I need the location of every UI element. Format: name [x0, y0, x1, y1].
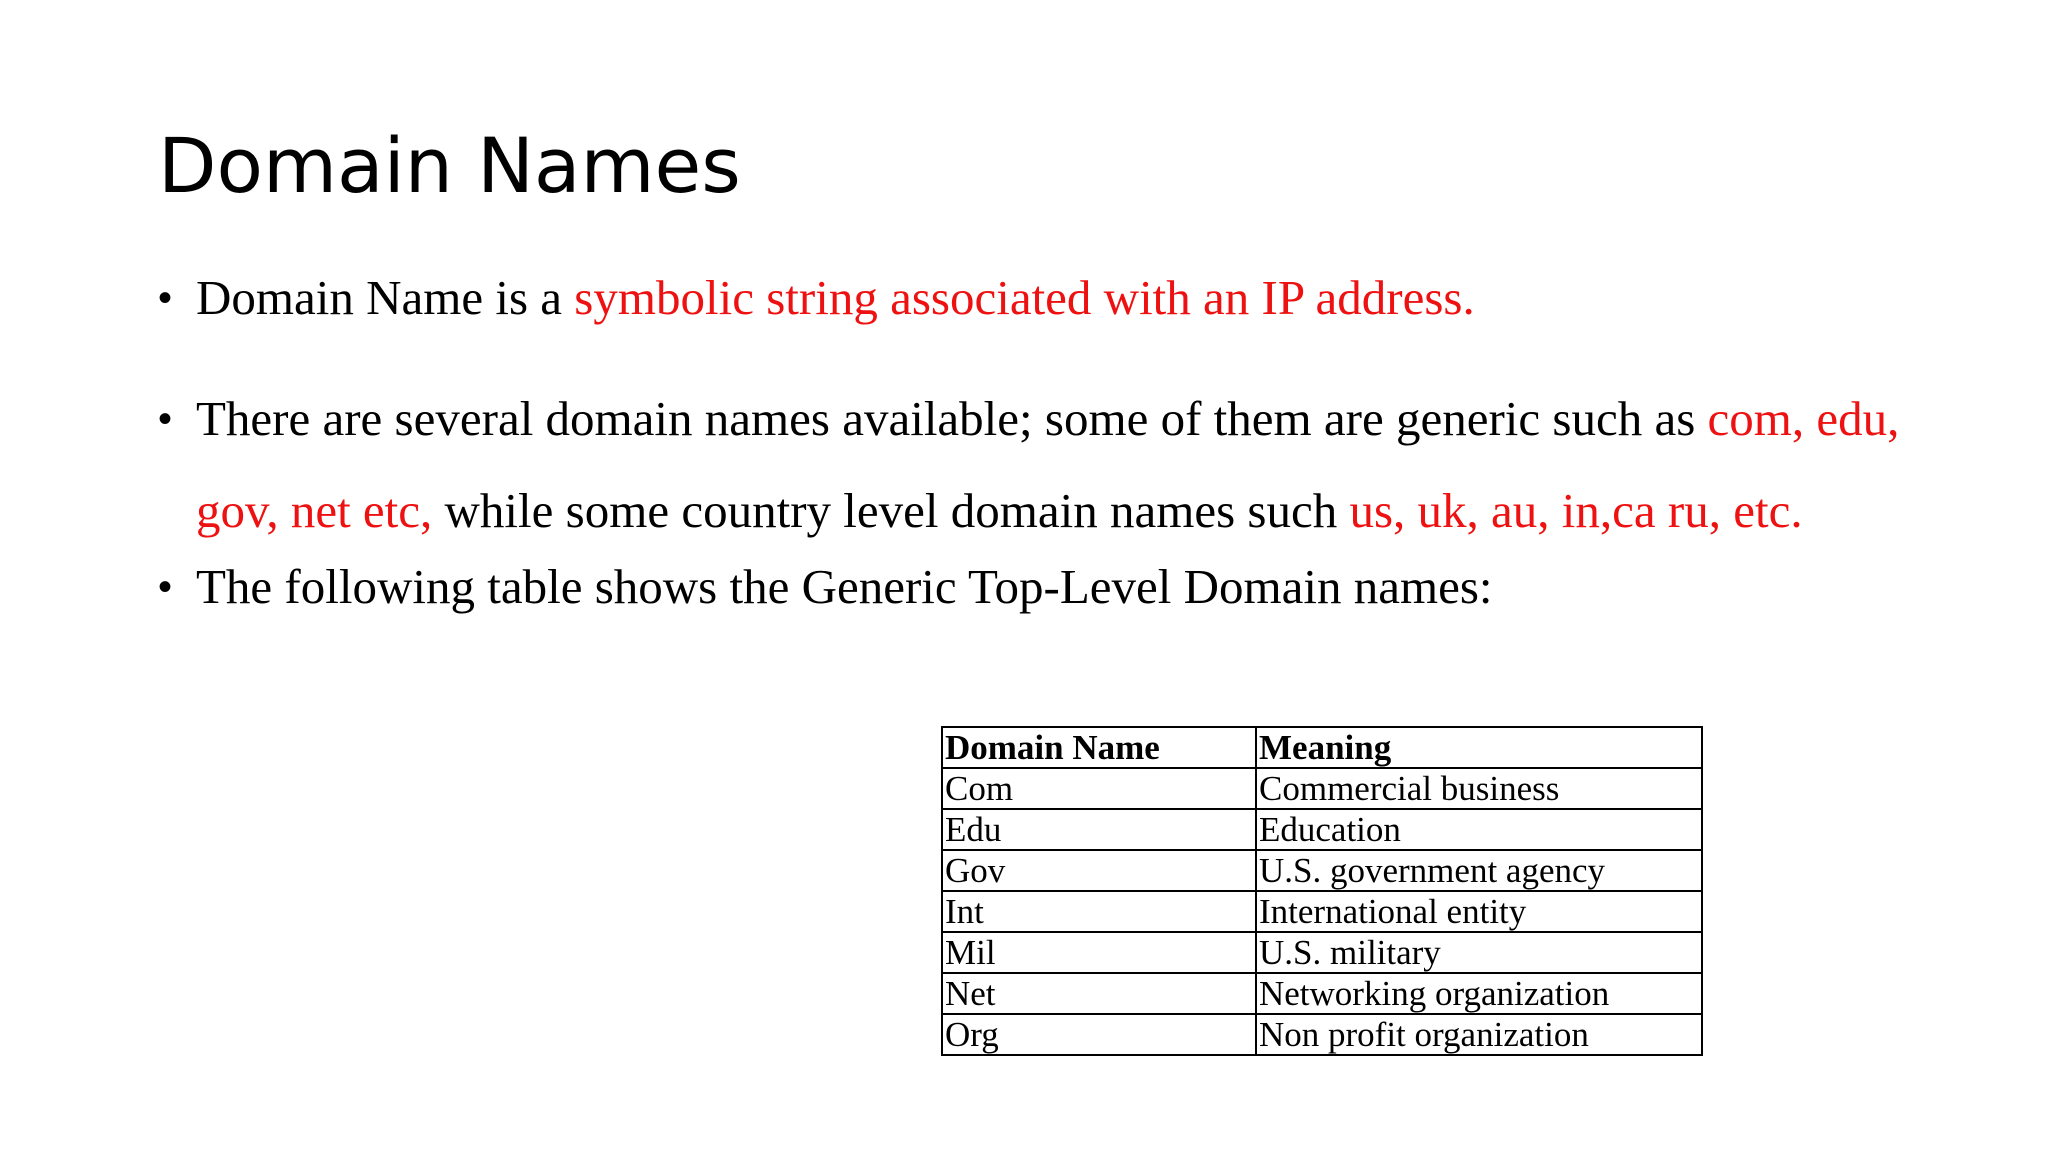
- table-row: [942, 973, 1702, 1014]
- bullet-dot-icon: •: [158, 565, 173, 609]
- table-cell-meaning: Education: [1256, 809, 1702, 850]
- bullet-text-highlight: us, uk, au, in,ca ru, etc.: [1349, 483, 1803, 538]
- tld-table: [941, 726, 1703, 1056]
- bullet-item: [158, 373, 1958, 557]
- table-cell-meaning: U.S. military: [1256, 932, 1702, 973]
- table-cell-meaning: International entity: [1256, 891, 1702, 932]
- table-row: [942, 768, 1702, 809]
- bullet-text: The following table shows the Generic Top-Level Domain names:: [196, 559, 1493, 614]
- bullet-dot-icon: •: [158, 397, 173, 441]
- table-cell-meaning: Commercial business: [1256, 768, 1702, 809]
- table-cell-domain: Com: [942, 768, 1256, 809]
- table-cell-meaning: U.S. government agency: [1256, 850, 1702, 891]
- bullet-dot-icon: •: [158, 276, 173, 320]
- bullet-text: Domain Name is a: [196, 270, 575, 325]
- table-row: [942, 850, 1702, 891]
- bullet-text: There are several domain names available; some of them are generic such as: [196, 391, 1708, 446]
- table-cell-meaning: Networking organization: [1256, 973, 1702, 1014]
- bullet-item: [158, 258, 1958, 338]
- bullet-list: [158, 258, 1958, 627]
- table-row: [942, 891, 1702, 932]
- table-row: [942, 932, 1702, 973]
- table-header-cell: Domain Name: [942, 727, 1256, 768]
- table-row: [942, 1014, 1702, 1055]
- table-cell-domain: Int: [942, 891, 1256, 932]
- bullet-item: [158, 547, 1958, 627]
- table-row: [942, 809, 1702, 850]
- bullet-text-highlight: com, edu, gov, net etc,: [196, 391, 1900, 538]
- table-cell-domain: Gov: [942, 850, 1256, 891]
- table-cell-domain: Mil: [942, 932, 1256, 973]
- table-cell-domain: Net: [942, 973, 1256, 1014]
- table-header-cell: Meaning: [1256, 727, 1702, 768]
- slide-title: Domain Names: [158, 121, 741, 210]
- bullet-text-highlight: symbolic string associated with an IP address.: [574, 270, 1475, 325]
- table-cell-meaning: Non profit organization: [1256, 1014, 1702, 1055]
- table-header-row: [942, 727, 1702, 768]
- bullet-text: while some country level domain names such: [432, 483, 1350, 538]
- table-cell-domain: Org: [942, 1014, 1256, 1055]
- table-cell-domain: Edu: [942, 809, 1256, 850]
